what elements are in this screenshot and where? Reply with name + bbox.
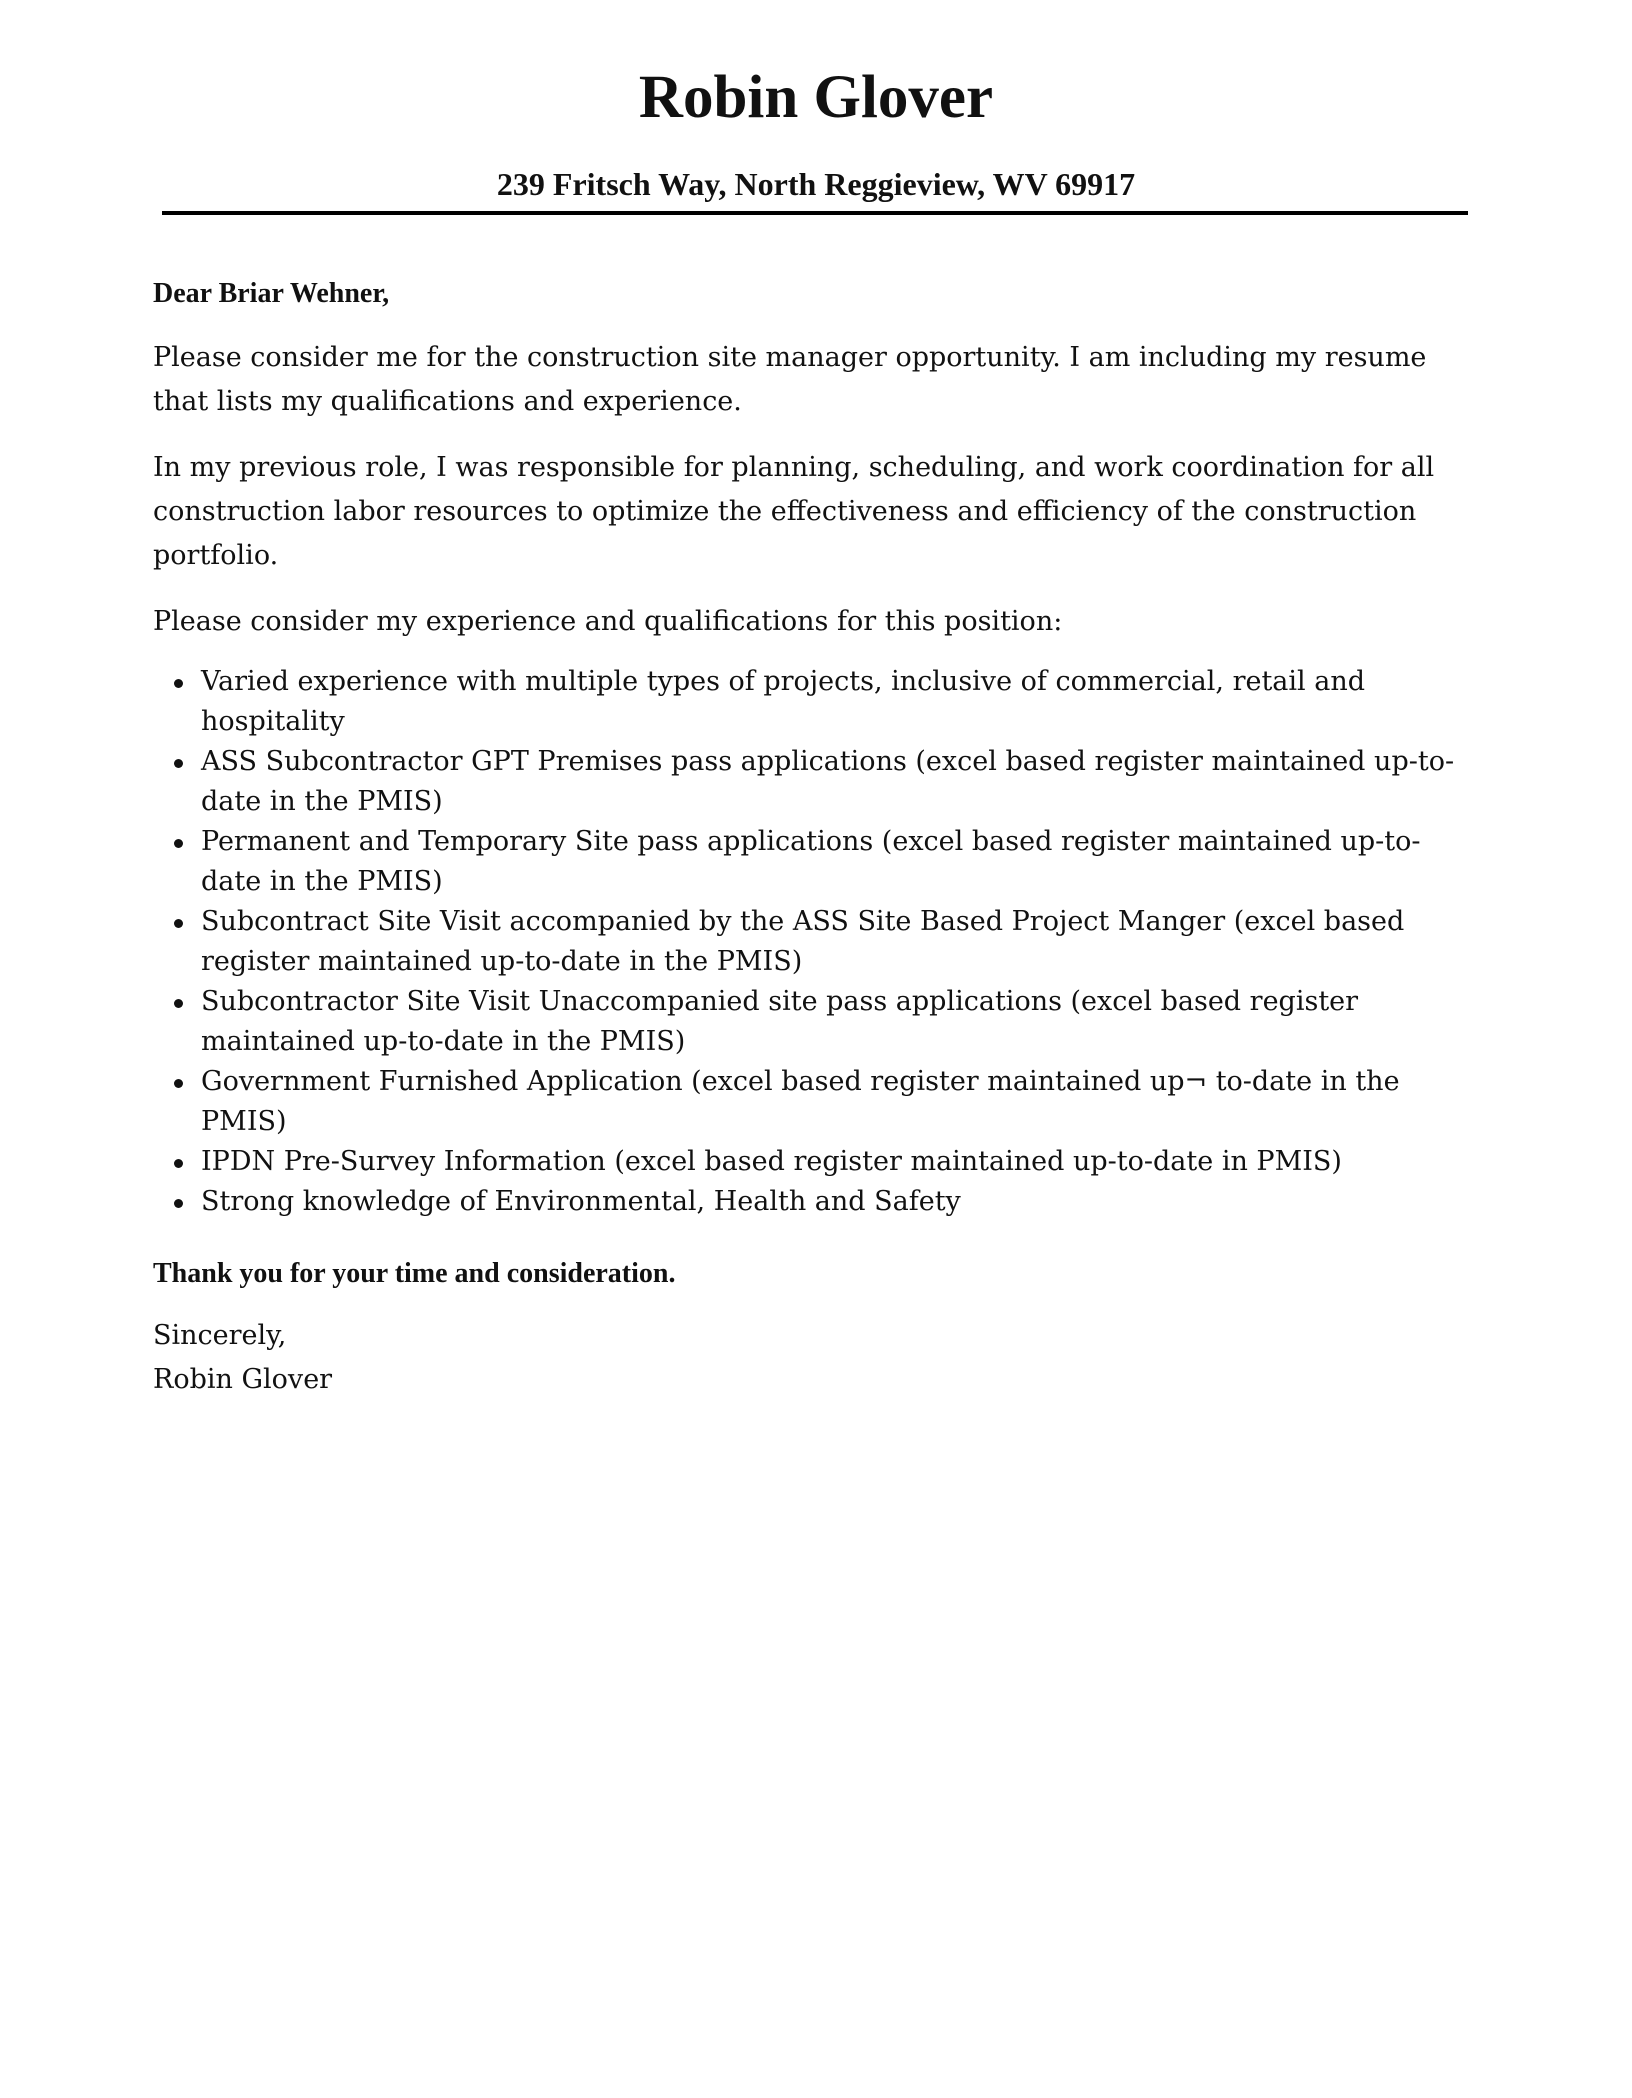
list-item-text: Permanent and Temporary Site pass applications (excel based register maintained up-to-date in the PMIS) bbox=[201, 826, 1421, 897]
list-intro: Please consider my experience and qualifications for this position: bbox=[153, 606, 1063, 637]
signature: Robin Glover bbox=[153, 1364, 333, 1395]
list-item-text: ASS Subcontractor GPT Premises pass applications (excel based register maintained up-to-date in the PMIS) bbox=[201, 746, 1455, 817]
letter-body bbox=[153, 272, 1473, 1402]
paragraph-opening: Please consider me for the construction site manager opportunity. I am including my resume that lists my qualifications and experience. bbox=[153, 342, 1427, 417]
bullet-icon bbox=[174, 1199, 183, 1208]
thank-you-line: Thank you for your time and consideration. bbox=[153, 1258, 676, 1289]
list-item bbox=[153, 822, 1473, 902]
list-item bbox=[153, 662, 1473, 742]
list-item-text: Government Furnished Application (excel based register maintained up¬ to-date in the PMIS) bbox=[201, 1066, 1400, 1137]
bullet-icon bbox=[174, 839, 183, 848]
bullet-icon bbox=[174, 1159, 183, 1168]
bullet-icon bbox=[174, 1079, 183, 1088]
header-divider bbox=[162, 211, 1468, 215]
list-item bbox=[153, 982, 1473, 1062]
list-item-text: IPDN Pre-Survey Information (excel based register maintained up-to-date in PMIS) bbox=[201, 1146, 1342, 1177]
qualifications-list bbox=[153, 662, 1473, 1222]
bullet-icon bbox=[174, 919, 183, 928]
list-item bbox=[153, 742, 1473, 822]
list-item-text: Subcontract Site Visit accompanied by the ASS Site Based Project Manger (excel based register maintained up-to-date in the PMIS) bbox=[201, 906, 1405, 977]
closing: Sincerely, bbox=[153, 1320, 287, 1351]
list-item bbox=[153, 1182, 1473, 1222]
list-item-text: Strong knowledge of Environmental, Health and Safety bbox=[201, 1186, 961, 1217]
sender-name: Robin Glover bbox=[638, 64, 994, 131]
bullet-icon bbox=[174, 759, 183, 768]
bullet-icon bbox=[174, 679, 183, 688]
list-item bbox=[153, 1062, 1473, 1142]
salutation: Dear Briar Wehner, bbox=[153, 278, 390, 309]
sender-address: 239 Fritsch Way, North Reggieview, WV 69917 bbox=[496, 166, 1136, 202]
list-item bbox=[153, 1142, 1473, 1182]
list-item-text: Varied experience with multiple types of projects, inclusive of commercial, retail and hospitality bbox=[201, 666, 1366, 737]
list-item-text: Subcontractor Site Visit Unaccompanied site pass applications (excel based register maintained up-to-date in the PMIS) bbox=[201, 986, 1359, 1057]
list-item bbox=[153, 902, 1473, 982]
paragraph-previous-role: In my previous role, I was responsible for planning, scheduling, and work coordination for all construction labor resources to optimize the effectiveness and efficiency of the construction portfolio. bbox=[153, 452, 1435, 571]
bullet-icon bbox=[174, 999, 183, 1008]
